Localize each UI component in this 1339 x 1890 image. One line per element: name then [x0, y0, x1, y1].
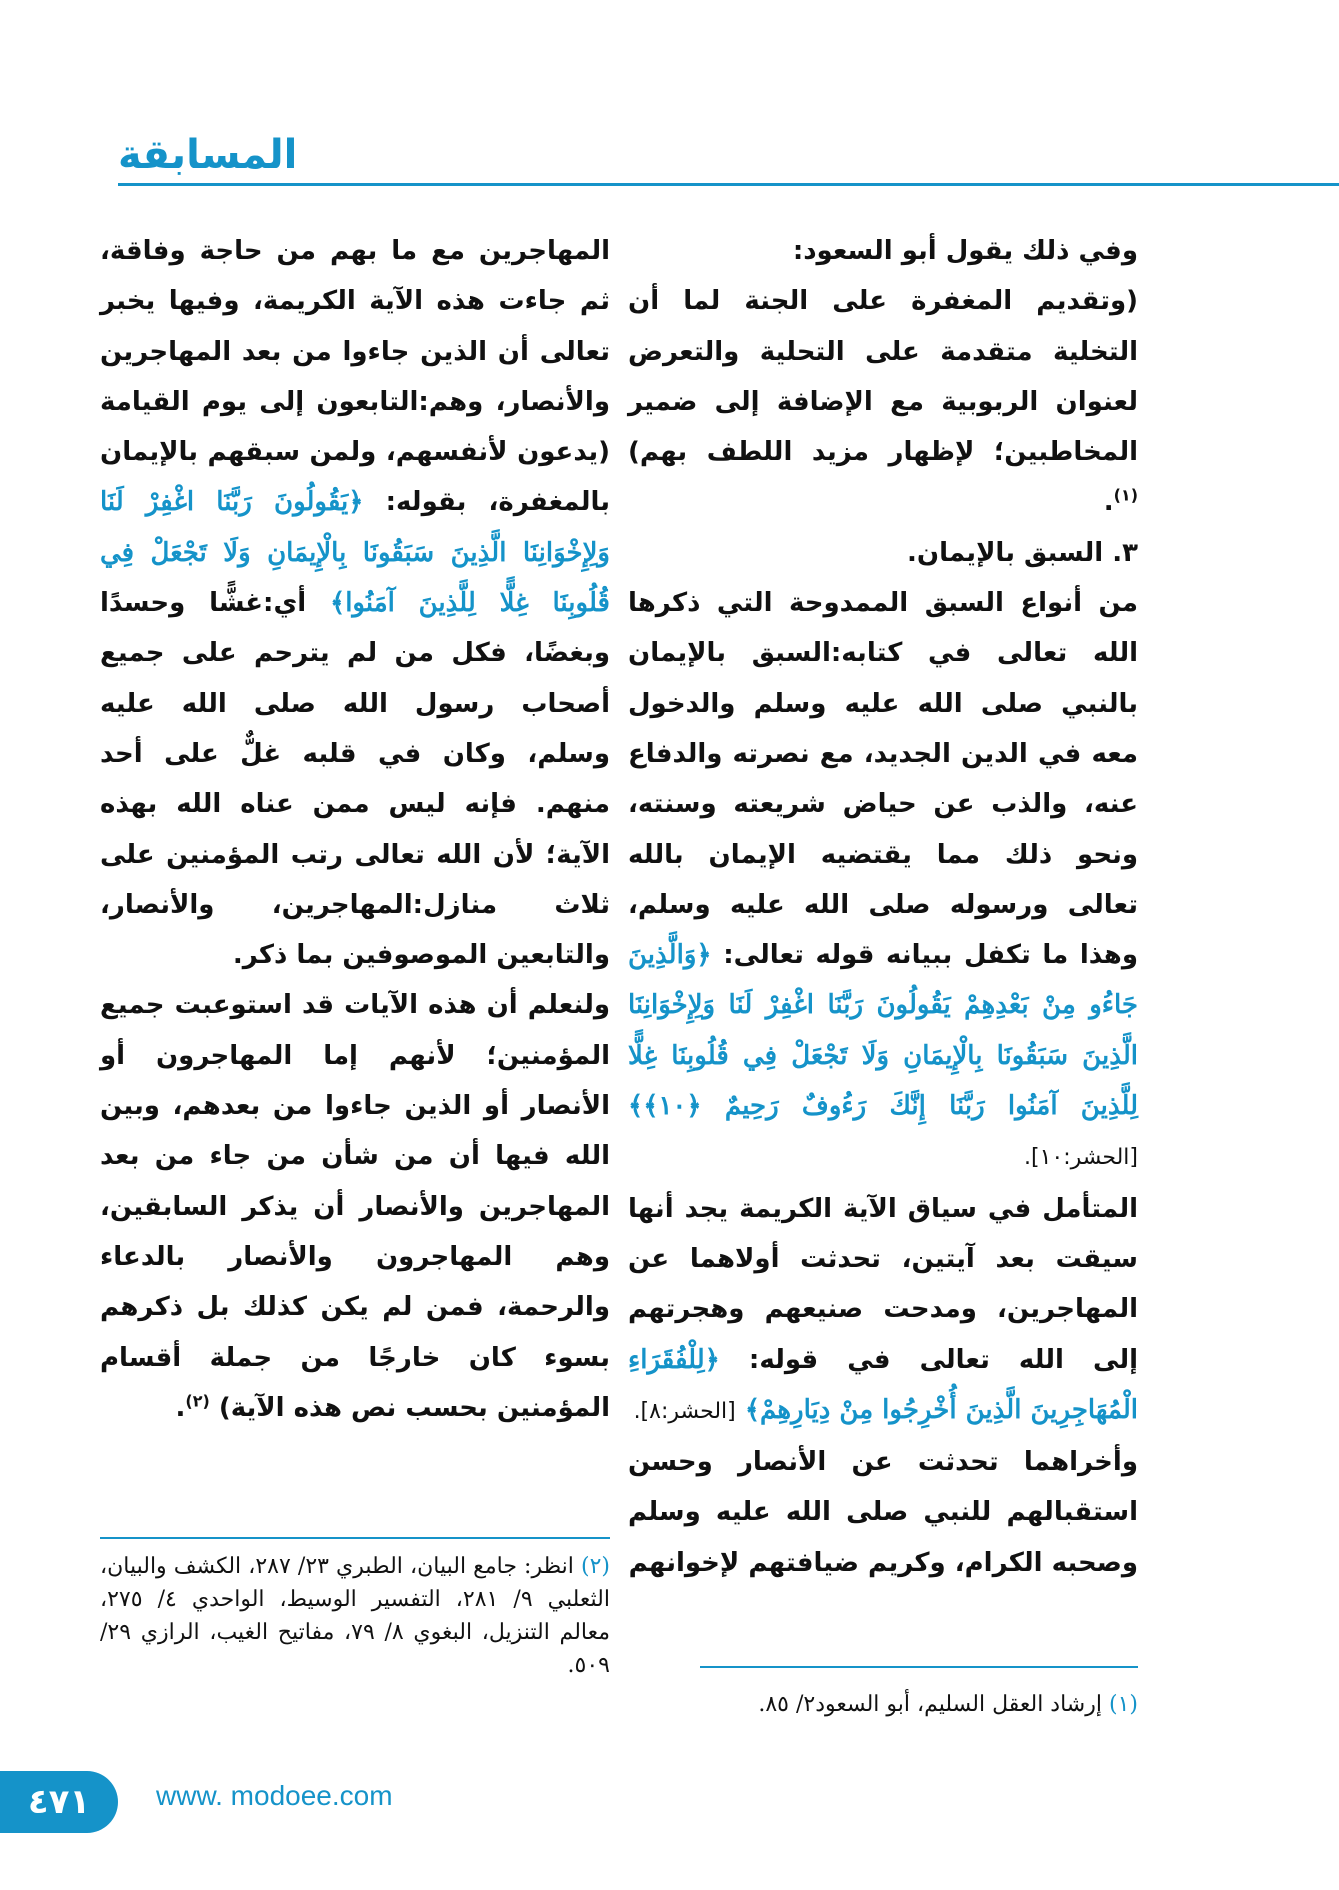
paragraph-text: أي:غشًّا وحسدًا وبغضًا، فكل من لم يترحم على جميع أصحاب رسول الله صلى الله عليه وسلم، وكان في قلبه غلٌّ على أحد منهم. فإنه ليس ممن عناه الله بهذه الآية؛ لأن الله تعالى رتب المؤمنين على ثلاث منازل:المهاجرين، والأنصار، والتابعين الموصوفين بما ذكر.: [100, 588, 610, 971]
quran-verse: ﴿يَقُولُونَ رَبَّنَا اغْفِرْ لَنَا وَلِإِخْوَانِنَا الَّذِينَ سَبَقُونَا بِالْإِيمَانِ وَلَا تَجْعَلْ فِي قُلُوبِنَا غِلًّا لِلَّذِينَ آمَنُوا﴾: [100, 487, 610, 619]
footnote-ref[interactable]: (١): [1113, 485, 1138, 505]
paragraph: وأخراهما تحدثت عن الأنصار وحسن استقبالهم للنبي صلى الله عليه وسلم وصحبه الكرام، وكريم ضيافتهم لإخوانهم: [628, 1447, 1138, 1578]
footnote-divider: [100, 1537, 610, 1539]
paragraph-text: من أنواع السبق الممدوحة التي ذكرها الله تعالى في كتابه:السبق بالإيمان بالنبي صلى الله عليه وسلم والدخول معه في الدين الجديد، مع نصرته والدفاع عنه، والذب عن حياض شريعته وسنته، ونحو ذلك مما يقتضيه الإيمان بالله تعالى ورسوله صلى الله عليه وسلم، وهذا ما تكفل ببيانه قوله تعالى:: [628, 588, 1138, 971]
footnote-text: انظر: جامع البيان، الطبري ٢٣/ ٢٨٧، الكشف والبيان، الثعلبي ٩/ ٢٨١، التفسير الوسيط، الواحدي ٤/ ٢٧٥، معالم التنزيل، البغوي ٨/ ٧٩، مفاتيح الغيب، الرازي ٢٩/ ٥٠٩.: [100, 1554, 610, 1678]
verse-reference: [الحشر:١٠].: [1024, 1145, 1138, 1171]
verse-reference: [الحشر:٨].: [633, 1398, 736, 1424]
paragraph: [628, 1184, 1138, 1437]
footnote-ref[interactable]: (٢): [185, 1391, 210, 1411]
footnote-1: [628, 1688, 1138, 1721]
page-number-badge: ٤٧١: [0, 1771, 118, 1833]
footnote-number: (٢): [581, 1554, 611, 1579]
header-divider: [118, 183, 1339, 186]
left-column: [100, 226, 610, 1433]
paragraph: وفي ذلك يقول أبو السعود:: [792, 236, 1138, 266]
quote-text: (وتقديم المغفرة على الجنة لما أن التخلية متقدمة على التحلية والتعرض لعنوان الربوبية مع الإضافة إلى ضمير المخاطبين؛ لإظهار مزيد اللطف بهم): [628, 286, 1138, 468]
footnote-divider: [700, 1666, 1138, 1668]
footnote-number: (١): [1108, 1692, 1138, 1717]
footnote-2: [100, 1550, 610, 1682]
paragraph: [100, 226, 610, 980]
punctuation: .: [1103, 487, 1114, 518]
website-link[interactable]: www. modoee.com: [156, 1780, 393, 1811]
footnote-text: إرشاد العقل السليم، أبو السعود٢/ ٨٥.: [758, 1692, 1102, 1717]
quran-verse: ﴿لِلْفُقَرَاءِ الْمُهَاجِرِينَ الَّذِينَ أُخْرِجُوا مِنْ دِيَارِهِمْ﴾: [628, 1344, 1138, 1425]
paragraph-text: ولنعلم أن هذه الآيات قد استوعبت جميع المؤمنين؛ لأنهم إما المهاجرون أو الأنصار أو الذين جاءوا من بعدهم، وبين الله فيها أن من شأن من جاء من بعد المهاجرين والأنصار أن يذكر السابقين، وهم المهاجرون والأنصار بالدعاء والرحمة، فمن لم يكن كذلك بل ذكرهم بسوء كان خارجًا من جملة أقسام المؤمنين بحسب نص هذه الآية): [100, 990, 610, 1423]
paragraph: [628, 578, 1138, 1184]
quran-verse: ﴿وَالَّذِينَ جَاءُو مِنْ بَعْدِهِمْ يَقُولُونَ رَبَّنَا اغْفِرْ لَنَا وَلِإِخْوَانِنَا الَّذِينَ سَبَقُونَا بِالْإِيمَانِ وَلَا تَجْعَلْ فِي قُلُوبِنَا غِلًّا لِلَّذِينَ آمَنُوا رَبَّنَا إِنَّكَ رَءُوفٌ رَحِيمٌ ﴿١٠﴾﴾: [628, 940, 1138, 1122]
section-heading: ٣. السبق بالإيمان.: [907, 537, 1138, 568]
right-column: [628, 226, 1138, 1588]
paragraph: [100, 980, 610, 1433]
paragraph-text: المتأمل في سياق الآية الكريمة يجد أنها سيقت بعد آيتين، تحدثت أولاهما عن المهاجرين، ومدحت صنيعهم وهجرتهم إلى الله تعالى في قوله:: [628, 1193, 1138, 1375]
quote-paragraph: [628, 276, 1138, 527]
punctuation: .: [175, 1392, 186, 1423]
page-header-title: المسابقة: [118, 132, 298, 178]
paragraph-text: المهاجرين مع ما بهم من حاجة وفاقة، ثم جاءت هذه الآية الكريمة، وفيها يخبر تعالى أن الذين جاءوا من بعد المهاجرين والأنصار، وهم:التابعون إلى يوم القيامة (يدعون لأنفسهم، ولمن سبقهم بالإيمان بالمغفرة، بقوله:: [100, 236, 610, 518]
